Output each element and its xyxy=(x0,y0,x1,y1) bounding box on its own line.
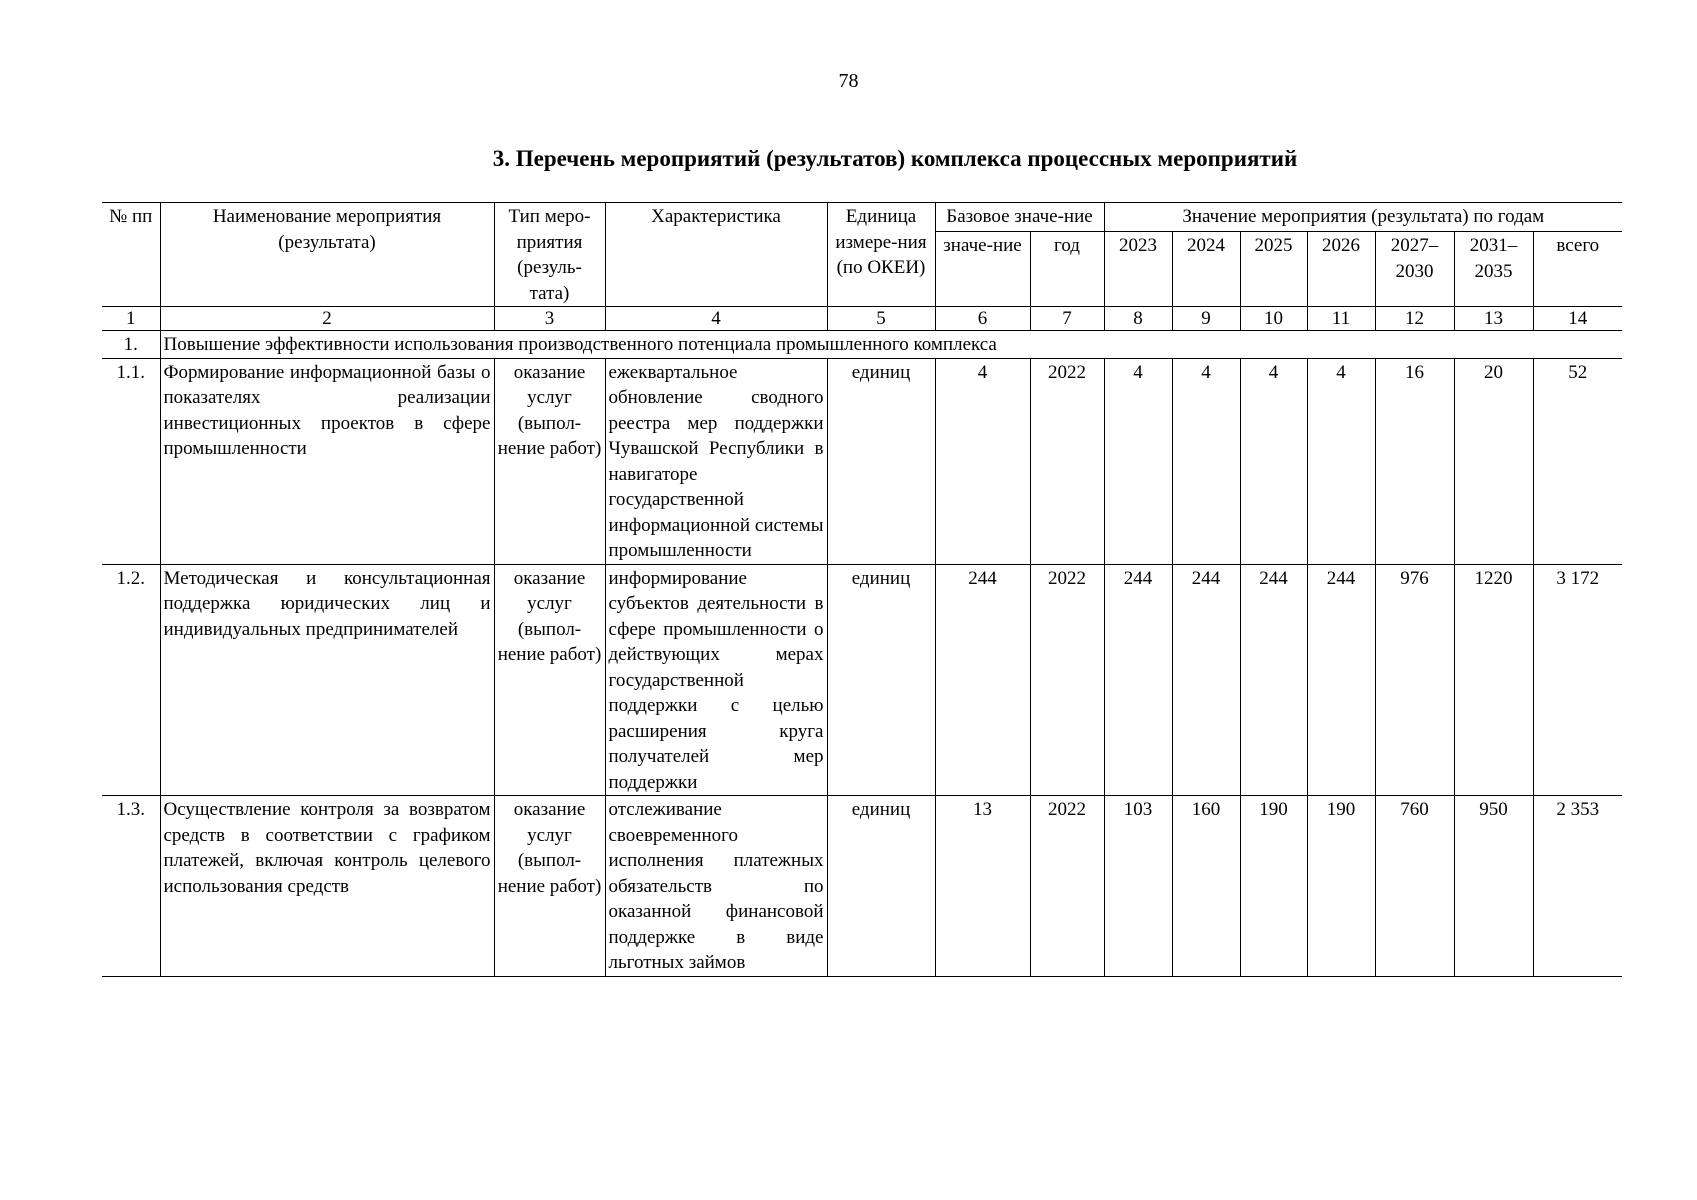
column-number: 1 xyxy=(102,307,160,331)
column-number: 12 xyxy=(1375,307,1454,331)
header-unit: Единица измере-ния (по ОКЕИ) xyxy=(827,203,935,307)
row-characteristic: отслеживание своевременного исполнения платежных обязательств по оказанной финансовой поддержке в виде льготных займов xyxy=(605,796,827,977)
column-number: 2 xyxy=(160,307,494,331)
row-value-2023: 103 xyxy=(1104,796,1172,977)
header-name: Наименование мероприятия (результата) xyxy=(160,203,494,307)
row-value-2027-2030: 976 xyxy=(1375,564,1454,796)
row-value-2031-2035: 950 xyxy=(1454,796,1533,977)
row-value-2031-2035: 1220 xyxy=(1454,564,1533,796)
header-year-2025: 2025 xyxy=(1240,232,1307,307)
header-base: Базовое значе-ние xyxy=(935,203,1104,232)
column-numbers-row xyxy=(102,307,1622,331)
column-number: 8 xyxy=(1104,307,1172,331)
row-value-total: 52 xyxy=(1533,358,1622,564)
row-value-2026: 190 xyxy=(1307,796,1375,977)
header-year-2024: 2024 xyxy=(1172,232,1240,307)
header-row-1 xyxy=(102,203,1622,232)
header-no: № пп xyxy=(102,203,160,307)
row-name: Методическая и консультационная поддержка юридических лиц и индивидуальных предпринимателей xyxy=(160,564,494,796)
row-base-value: 4 xyxy=(935,358,1030,564)
row-value-2027-2030: 16 xyxy=(1375,358,1454,564)
row-base-year: 2022 xyxy=(1030,564,1104,796)
row-value-2026: 244 xyxy=(1307,564,1375,796)
header-base-year: год xyxy=(1030,232,1104,307)
row-characteristic: ежеквартальное обновление сводного реестра мер поддержки Чувашской Республики в навигаторе государственной информационной системы промышленности xyxy=(605,358,827,564)
row-base-year: 2022 xyxy=(1030,358,1104,564)
row-number: 1.2. xyxy=(102,564,160,796)
row-characteristic: информирование субъектов деятельности в сфере промышленности о действующих мерах государственной поддержки с целью расширения круга получателей мер поддержки xyxy=(605,564,827,796)
header-year-2031-2035: 2031–2035 xyxy=(1454,232,1533,307)
row-value-total: 3 172 xyxy=(1533,564,1622,796)
document-title: 3. Перечень мероприятий (результатов) комплекса процессных мероприятий xyxy=(492,146,1298,171)
column-number: 3 xyxy=(494,307,605,331)
row-base-value: 244 xyxy=(935,564,1030,796)
header-type: Тип меро-приятия (резуль-тата) xyxy=(494,203,605,307)
row-value-2025: 4 xyxy=(1240,358,1307,564)
section-number: 1. xyxy=(102,331,160,359)
column-number: 14 xyxy=(1533,307,1622,331)
header-total: всего xyxy=(1533,232,1622,307)
column-number: 5 xyxy=(827,307,935,331)
row-value-2031-2035: 20 xyxy=(1454,358,1533,564)
header-base-value: значе-ние xyxy=(935,232,1030,307)
row-type: оказание услуг (выпол-нение работ) xyxy=(494,564,605,796)
header-year-2026: 2026 xyxy=(1307,232,1375,307)
row-unit: единиц xyxy=(827,358,935,564)
column-number: 7 xyxy=(1030,307,1104,331)
column-number: 9 xyxy=(1172,307,1240,331)
header-years-group: Значение мероприятия (результата) по годам xyxy=(1104,203,1622,232)
section-row xyxy=(102,331,1622,359)
row-name: Формирование информационной базы о показателях реализации инвестиционных проектов в сфере промышленности xyxy=(160,358,494,564)
row-value-2023: 4 xyxy=(1104,358,1172,564)
column-number: 10 xyxy=(1240,307,1307,331)
row-value-2025: 244 xyxy=(1240,564,1307,796)
column-number: 13 xyxy=(1454,307,1533,331)
row-value-2023: 244 xyxy=(1104,564,1172,796)
header-characteristic: Характеристика xyxy=(605,203,827,307)
row-base-value: 13 xyxy=(935,796,1030,977)
header-year-2027-2030: 2027–2030 xyxy=(1375,232,1454,307)
row-value-2024: 160 xyxy=(1172,796,1240,977)
row-value-2024: 244 xyxy=(1172,564,1240,796)
row-name: Осуществление контроля за возвратом средств в соответствии с графиком платежей, включая контроль целевого использования средств xyxy=(160,796,494,977)
measures-table xyxy=(102,202,1622,977)
row-number: 1.3. xyxy=(102,796,160,977)
row-value-total: 2 353 xyxy=(1533,796,1622,977)
row-number: 1.1. xyxy=(102,358,160,564)
row-value-2026: 4 xyxy=(1307,358,1375,564)
header-year-2023: 2023 xyxy=(1104,232,1172,307)
row-unit: единиц xyxy=(827,564,935,796)
row-unit: единиц xyxy=(827,796,935,977)
column-number: 4 xyxy=(605,307,827,331)
row-type: оказание услуг (выпол-нение работ) xyxy=(494,796,605,977)
table-row xyxy=(102,564,1622,796)
row-value-2025: 190 xyxy=(1240,796,1307,977)
column-number: 11 xyxy=(1307,307,1375,331)
column-number: 6 xyxy=(935,307,1030,331)
section-title: Повышение эффективности использования производственного потенциала промышленного комплекса xyxy=(160,331,1622,359)
table-row xyxy=(102,796,1622,977)
row-type: оказание услуг (выпол-нение работ) xyxy=(494,358,605,564)
page-number: 78 xyxy=(838,70,859,92)
row-value-2027-2030: 760 xyxy=(1375,796,1454,977)
table-row xyxy=(102,358,1622,564)
row-value-2024: 4 xyxy=(1172,358,1240,564)
row-base-year: 2022 xyxy=(1030,796,1104,977)
